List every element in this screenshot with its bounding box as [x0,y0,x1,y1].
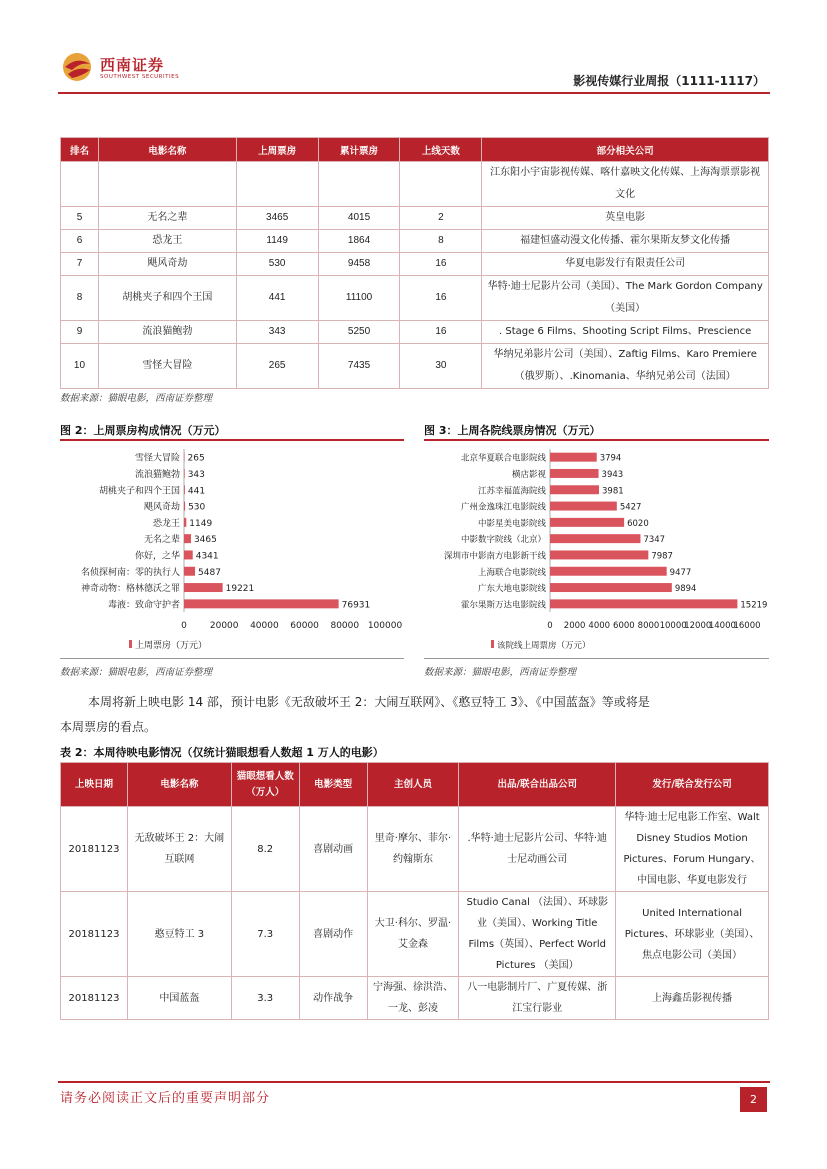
header-film: 电影名称 [98,138,236,162]
companies-cell: 江东阳小宇宙影视传媒、喀什嘉映文化传媒、上海淘票票影视文化 [482,162,769,207]
header-crew: 主创人员 [367,763,459,807]
days-cell: 16 [400,253,482,276]
data-label: 15219 [740,600,768,611]
data-label: 3981 [602,486,624,497]
header-rank: 排名 [61,138,99,162]
film-name-cell: 流浪猫鲍勃 [98,321,236,344]
bar [550,469,599,478]
genre-cell: 喜剧动画 [299,807,367,892]
data-label: 5487 [198,567,221,578]
film-name-cell: 飓风奇劫 [98,253,236,276]
x-tick-label: 16000 [733,621,761,631]
category-label: 北京华夏联合电影院线 [460,453,546,464]
table2-title: 表 2：本周待映电影情况（仅统计猫眼想看人数超 1 万人的电影） [60,746,384,759]
category-label: 无名之辈 [143,535,180,546]
fig3-top-rule [424,439,769,441]
crew-cell: 大卫·科尔、罗温·艾金森 [367,892,459,977]
fig2-bottom-rule [60,658,404,659]
page-number: 2 [740,1087,767,1112]
companies-cell: 英皇电影 [482,207,769,230]
week-box-cell: 441 [236,276,318,321]
rank-cell: 10 [61,344,99,389]
rank-cell: 9 [61,321,99,344]
crew-cell: 宁海强、徐洪浩、一龙、彭凌 [367,977,459,1020]
x-tick-label: 10000 [659,621,687,631]
producer-cell: 八一电影制片厂、广夏传媒、浙江宝行影业 [459,977,616,1020]
logo-chinese-name: 西南证券 [100,56,165,74]
table-row [61,344,769,389]
table1-source: 数据来源：猫眼电影，西南证券整理 [60,393,213,404]
table-header-row [61,763,769,807]
days-cell [400,162,482,207]
category-label: 广东大地电影院线 [477,584,546,595]
category-label: 神奇动物：格林德沃之罪 [80,584,180,595]
table-row [61,977,769,1020]
category-label: 胡桃夹子和四个王国 [98,486,180,497]
total-box-cell: 4015 [318,207,400,230]
category-label: 横店影视 [511,469,546,480]
film-name-cell [98,162,236,207]
box-office-rank-table [60,137,769,389]
category-label: 名侦探柯南：零的执行人 [80,567,180,578]
producer-cell: Studio Canal （法国）、环球影业（美国）、Working Title Films（英国）、Perfect World Pictures （美国） [459,892,616,977]
bar [184,485,185,494]
x-tick-label: 8000 [637,621,660,631]
data-label: 9894 [674,584,697,595]
rank-cell: 7 [61,253,99,276]
header-total-box: 累计票房 [318,138,400,162]
category-label: 流浪猫鲍勃 [134,469,180,480]
data-label: 7347 [643,535,666,546]
table-row [61,807,769,892]
week-box-cell: 1149 [236,230,318,253]
table-row [61,207,769,230]
film-name-cell: 无名之辈 [98,207,236,230]
header-distributor: 发行/联合发行公司 [616,763,769,807]
table-row [61,321,769,344]
x-tick-label: 20000 [209,621,239,631]
days-cell: 8 [400,230,482,253]
x-tick-label: 60000 [290,621,319,631]
film-name-cell: 憨豆特工 3 [127,892,231,977]
header-release-date: 上映日期 [61,763,128,807]
data-label: 9477 [669,567,692,578]
fig3-title: 图 3：上周各院线票房情况（万元） [424,424,601,437]
fig3-bar-chart [424,442,769,658]
table-header-row [61,138,769,162]
legend-swatch [129,640,132,648]
bar [550,583,672,592]
table-row [61,253,769,276]
x-tick-label: 12000 [684,621,712,631]
header-genre: 电影类型 [299,763,367,807]
data-label: 76931 [341,600,371,611]
total-box-cell: 7435 [318,344,400,389]
legend-label: 该院线上周票房（万元） [497,641,591,651]
body-paragraph: 本周将新上映电影 14 部，预计电影《无敌破坏王 2：大闹互联网》、《憨豆特工 3》、《中国蓝盔》等或将是本周票房的看点。 [60,695,650,734]
bar [184,599,339,608]
x-tick-label: 14000 [708,621,736,631]
header-producer: 出品/联合出品公司 [459,763,616,807]
rank-cell: 6 [61,230,99,253]
days-cell: 2 [400,207,482,230]
fig2-bar-chart [60,442,404,658]
days-cell: 30 [400,344,482,389]
days-cell: 16 [400,321,482,344]
category-label: 广州金逸珠江电影院线 [460,502,546,513]
bar [550,485,599,494]
fig2-title: 图 2：上周票房构成情况（万元） [60,424,226,437]
legend-swatch [491,640,494,648]
table-row [61,230,769,253]
film-name-cell: 胡桃夹子和四个王国 [98,276,236,321]
category-label: 毒液：致命守护者 [107,600,180,611]
legend-label: 上周票房（万元） [135,641,208,651]
category-label: 恐龙王 [152,518,180,529]
want-count-cell: 3.3 [231,977,299,1020]
company-logo-icon [62,52,98,82]
week-box-cell: 3465 [236,207,318,230]
film-name-cell: 雪怪大冒险 [98,344,236,389]
x-tick-label: 80000 [330,621,360,631]
x-tick-label: 40000 [250,621,279,631]
release-date-cell: 20181123 [61,977,128,1020]
total-box-cell [318,162,400,207]
x-tick-label: 0 [181,621,187,631]
film-name-cell: 恐龙王 [98,230,236,253]
want-count-cell: 8.2 [231,807,299,892]
category-label: 霍尔果斯万达电影院线 [460,600,546,611]
companies-cell: 华纳兄弟影片公司（美国）、Zaftig Films、Karo Premiere（俄罗斯）、.Kinomania、华纳兄弟公司（法国） [482,344,769,389]
rank-cell [61,162,99,207]
fig2-source: 数据来源：猫眼电影，西南证券整理 [60,667,213,678]
report-title: 影视传媒行业周报（1111-1117） [573,74,765,88]
bar [184,469,185,478]
data-label: 4341 [195,551,219,562]
total-box-cell: 1864 [318,230,400,253]
bar [184,502,185,511]
data-label: 3465 [193,535,217,546]
bar [550,534,640,543]
header-week-box: 上周票房 [236,138,318,162]
want-count-cell: 7.3 [231,892,299,977]
companies-cell: 福建恒盛动漫文化传播、霍尔果斯友梦文化传播 [482,230,769,253]
total-box-cell: 11100 [318,276,400,321]
bar [184,567,195,576]
table-row [61,892,769,977]
bar [550,453,597,462]
header-divider [58,92,770,94]
data-label: 530 [188,502,206,513]
distributor-cell: United International Pictures、环球影业（美国）、焦点电影公司（美国） [616,892,769,977]
genre-cell: 动作战争 [299,977,367,1020]
data-label: 441 [187,486,206,497]
category-label: 中影星美电影院线 [477,518,546,529]
rank-cell: 5 [61,207,99,230]
total-box-cell: 5250 [318,321,400,344]
category-label: 中影数字院线（北京） [460,535,546,546]
upcoming-films-table [60,762,769,1020]
footer-divider [58,1081,770,1083]
bar [184,534,191,543]
companies-cell: 华特·迪士尼影片公司（美国）、The Mark Gordon Company（美国） [482,276,769,321]
x-tick-label: 0 [547,621,553,631]
category-label: 深圳市中影南方电影新干线 [443,551,546,562]
data-label: 3943 [601,469,624,480]
data-label: 343 [187,469,205,480]
film-name-cell: 中国蓝盔 [127,977,231,1020]
film-name-cell: 无敌破坏王 2：大闹互联网 [127,807,231,892]
x-tick-label: 6000 [613,621,635,631]
bar [550,599,737,608]
table-row [61,276,769,321]
category-label: 飓风奇劫 [143,502,180,513]
total-box-cell: 9458 [318,253,400,276]
x-tick-label: 2000 [563,621,586,631]
fig3-bottom-rule [424,658,769,659]
data-label: 1149 [189,518,213,529]
crew-cell: 里奇·摩尔、菲尔·约翰斯东 [367,807,459,892]
x-tick-label: 100000 [367,621,403,631]
release-date-cell: 20181123 [61,807,128,892]
fig2-top-rule [60,439,404,441]
data-label: 19221 [225,584,255,595]
table-row [61,162,769,207]
x-tick-label: 4000 [588,621,611,631]
bar [550,567,667,576]
header-want-count: 猫眼想看人数（万人） [231,763,299,807]
release-date-cell: 20181123 [61,892,128,977]
bar [184,518,186,527]
week-box-cell: 343 [236,321,318,344]
data-label: 7987 [651,551,673,562]
week-box-cell [236,162,318,207]
distributor-cell: 上海鑫岳影视传播 [616,977,769,1020]
bar [184,550,193,559]
category-label: 你好，之华 [134,551,180,562]
data-label: 3794 [599,453,622,464]
fig3-source: 数据来源：猫眼电影，西南证券整理 [424,667,577,678]
bar [184,453,185,462]
companies-cell: 华夏电影发行有限责任公司 [482,253,769,276]
data-label: 265 [187,453,205,464]
header-companies: 部分相关公司 [482,138,769,162]
rank-cell: 8 [61,276,99,321]
distributor-cell: 华特·迪士尼电影工作室、Walt Disney Studios Motion Pictures、Forum Hungary、中国电影、华夏电影发行 [616,807,769,892]
genre-cell: 喜剧动作 [299,892,367,977]
category-label: 雪怪大冒险 [134,453,180,464]
header-film: 电影名称 [127,763,231,807]
data-label: 6020 [627,518,649,529]
category-label: 江苏幸福蓝海院线 [477,486,546,497]
bar [550,550,648,559]
companies-cell: . Stage 6 Films、Shooting Script Films、Prescience [482,321,769,344]
logo-english-name: SOUTHWEST SECURITIES [100,74,180,80]
bar [550,518,624,527]
producer-cell: .华特·迪士尼影片公司、华特·迪士尼动画公司 [459,807,616,892]
category-label: 上海联合电影院线 [477,567,546,578]
bar [184,583,223,592]
header-days: 上线天数 [400,138,482,162]
week-box-cell: 265 [236,344,318,389]
days-cell: 16 [400,276,482,321]
footer-disclaimer: 请务必阅读正文后的重要声明部分 [60,1091,271,1106]
bar [550,502,617,511]
data-label: 5427 [619,502,642,513]
week-box-cell: 530 [236,253,318,276]
